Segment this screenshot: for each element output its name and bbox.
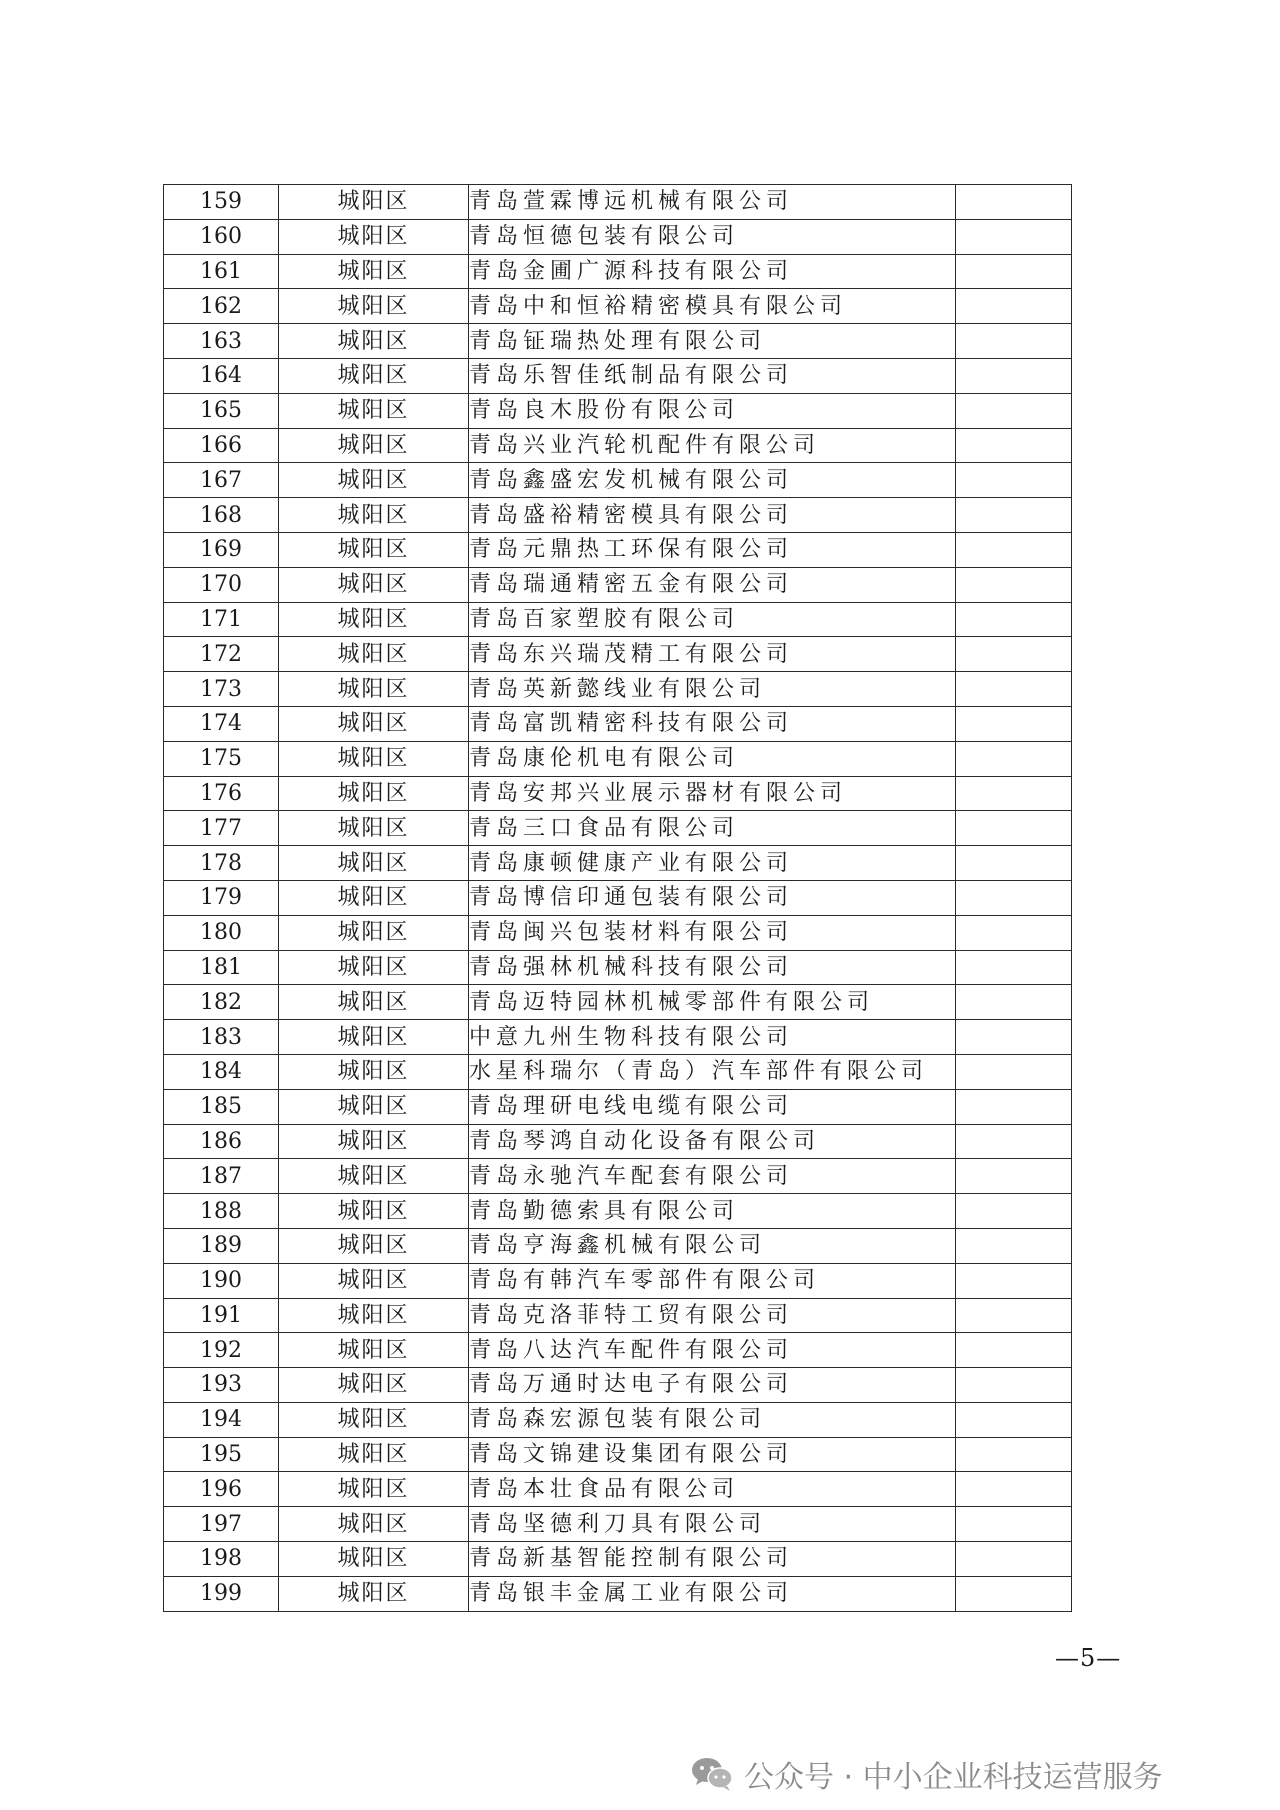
cell-company-name: 青岛银丰金属工业有限公司	[469, 1576, 956, 1611]
cell-number: 168	[164, 498, 279, 533]
cell-note	[956, 1333, 1072, 1368]
table-row	[164, 1159, 1072, 1194]
table-row	[164, 1507, 1072, 1542]
table-row	[164, 950, 1072, 985]
cell-number: 176	[164, 776, 279, 811]
cell-note	[956, 1472, 1072, 1507]
cell-note	[956, 1542, 1072, 1577]
table-row	[164, 1368, 1072, 1403]
cell-company-name: 青岛有韩汽车零部件有限公司	[469, 1263, 956, 1298]
table-row	[164, 880, 1072, 915]
table-row	[164, 776, 1072, 811]
cell-note	[956, 637, 1072, 672]
cell-company-name: 青岛勤德索具有限公司	[469, 1194, 956, 1229]
cell-district: 城阳区	[279, 1020, 469, 1055]
cell-district: 城阳区	[279, 1298, 469, 1333]
cell-note	[956, 1576, 1072, 1611]
table-row	[164, 532, 1072, 567]
table-row	[164, 637, 1072, 672]
table-row	[164, 358, 1072, 393]
cell-company-name: 青岛博信印通包装有限公司	[469, 880, 956, 915]
cell-company-name: 青岛理研电线电缆有限公司	[469, 1089, 956, 1124]
cell-number: 175	[164, 741, 279, 776]
cell-note	[956, 1159, 1072, 1194]
cell-company-name: 青岛坚德利刀具有限公司	[469, 1507, 956, 1542]
cell-district: 城阳区	[279, 1368, 469, 1403]
cell-note	[956, 254, 1072, 289]
cell-number: 198	[164, 1542, 279, 1577]
table-row	[164, 1333, 1072, 1368]
cell-note	[956, 602, 1072, 637]
table-row	[164, 846, 1072, 881]
cell-company-name: 青岛迈特园林机械零部件有限公司	[469, 985, 956, 1020]
page-number: —5—	[1055, 1644, 1122, 1672]
cell-district: 城阳区	[279, 393, 469, 428]
cell-number: 177	[164, 811, 279, 846]
cell-number: 184	[164, 1054, 279, 1089]
cell-number: 193	[164, 1368, 279, 1403]
cell-note	[956, 428, 1072, 463]
cell-note	[956, 880, 1072, 915]
table-row	[164, 498, 1072, 533]
cell-district: 城阳区	[279, 1333, 469, 1368]
cell-company-name: 青岛盛裕精密模具有限公司	[469, 498, 956, 533]
cell-district: 城阳区	[279, 950, 469, 985]
cell-number: 182	[164, 985, 279, 1020]
cell-note	[956, 1298, 1072, 1333]
cell-number: 187	[164, 1159, 279, 1194]
cell-company-name: 青岛八达汽车配件有限公司	[469, 1333, 956, 1368]
cell-note	[956, 358, 1072, 393]
table-row	[164, 1228, 1072, 1263]
cell-note	[956, 741, 1072, 776]
cell-company-name: 青岛永驰汽车配套有限公司	[469, 1159, 956, 1194]
cell-note	[956, 776, 1072, 811]
cell-company-name: 青岛强林机械科技有限公司	[469, 950, 956, 985]
cell-number: 190	[164, 1263, 279, 1298]
cell-number: 164	[164, 358, 279, 393]
table-row	[164, 1437, 1072, 1472]
cell-company-name: 青岛三口食品有限公司	[469, 811, 956, 846]
cell-company-name: 青岛英新懿线业有限公司	[469, 672, 956, 707]
company-list-table	[163, 184, 1072, 1612]
cell-number: 171	[164, 602, 279, 637]
cell-number: 165	[164, 393, 279, 428]
cell-company-name: 青岛康顿健康产业有限公司	[469, 846, 956, 881]
cell-note	[956, 185, 1072, 220]
table-row	[164, 463, 1072, 498]
cell-company-name: 青岛萱霖博远机械有限公司	[469, 185, 956, 220]
cell-note	[956, 985, 1072, 1020]
table-row	[164, 706, 1072, 741]
cell-note	[956, 1437, 1072, 1472]
cell-note	[956, 1368, 1072, 1403]
cell-note	[956, 1020, 1072, 1055]
cell-company-name: 青岛中和恒裕精密模具有限公司	[469, 289, 956, 324]
cell-district: 城阳区	[279, 880, 469, 915]
cell-company-name: 青岛新基智能控制有限公司	[469, 1542, 956, 1577]
cell-note	[956, 950, 1072, 985]
cell-company-name: 青岛良木股份有限公司	[469, 393, 956, 428]
cell-company-name: 青岛琴鸿自动化设备有限公司	[469, 1124, 956, 1159]
table-row	[164, 254, 1072, 289]
cell-company-name: 青岛康伦机电有限公司	[469, 741, 956, 776]
cell-district: 城阳区	[279, 1472, 469, 1507]
cell-district: 城阳区	[279, 498, 469, 533]
cell-note	[956, 706, 1072, 741]
cell-district: 城阳区	[279, 1507, 469, 1542]
cell-company-name: 青岛森宏源包装有限公司	[469, 1402, 956, 1437]
cell-number: 167	[164, 463, 279, 498]
cell-note	[956, 219, 1072, 254]
table-row	[164, 1298, 1072, 1333]
cell-company-name: 青岛兴业汽轮机配件有限公司	[469, 428, 956, 463]
cell-note	[956, 1263, 1072, 1298]
cell-number: 188	[164, 1194, 279, 1229]
cell-note	[956, 463, 1072, 498]
cell-company-name: 青岛乐智佳纸制品有限公司	[469, 358, 956, 393]
cell-district: 城阳区	[279, 1263, 469, 1298]
cell-company-name: 青岛克洛菲特工贸有限公司	[469, 1298, 956, 1333]
cell-note	[956, 393, 1072, 428]
cell-district: 城阳区	[279, 985, 469, 1020]
cell-company-name: 青岛东兴瑞茂精工有限公司	[469, 637, 956, 672]
cell-number: 181	[164, 950, 279, 985]
cell-number: 174	[164, 706, 279, 741]
table-row	[164, 915, 1072, 950]
cell-company-name: 青岛亨海鑫机械有限公司	[469, 1228, 956, 1263]
cell-district: 城阳区	[279, 428, 469, 463]
cell-company-name: 青岛富凯精密科技有限公司	[469, 706, 956, 741]
cell-district: 城阳区	[279, 741, 469, 776]
cell-number: 170	[164, 567, 279, 602]
cell-district: 城阳区	[279, 1054, 469, 1089]
cell-number: 159	[164, 185, 279, 220]
cell-number: 180	[164, 915, 279, 950]
cell-number: 195	[164, 1437, 279, 1472]
cell-note	[956, 672, 1072, 707]
cell-company-name: 水星科瑞尔（青岛）汽车部件有限公司	[469, 1054, 956, 1089]
cell-district: 城阳区	[279, 602, 469, 637]
cell-district: 城阳区	[279, 1228, 469, 1263]
cell-number: 189	[164, 1228, 279, 1263]
cell-district: 城阳区	[279, 324, 469, 359]
cell-number: 173	[164, 672, 279, 707]
table-row	[164, 219, 1072, 254]
cell-district: 城阳区	[279, 1194, 469, 1229]
table-row	[164, 393, 1072, 428]
cell-note	[956, 1124, 1072, 1159]
cell-number: 185	[164, 1089, 279, 1124]
cell-district: 城阳区	[279, 915, 469, 950]
table-row	[164, 289, 1072, 324]
cell-district: 城阳区	[279, 672, 469, 707]
table-row	[164, 1576, 1072, 1611]
cell-note	[956, 1228, 1072, 1263]
cell-number: 178	[164, 846, 279, 881]
cell-number: 169	[164, 532, 279, 567]
table-row	[164, 1472, 1072, 1507]
table-body	[164, 185, 1072, 1612]
cell-number: 179	[164, 880, 279, 915]
cell-note	[956, 1054, 1072, 1089]
cell-number: 196	[164, 1472, 279, 1507]
cell-district: 城阳区	[279, 776, 469, 811]
cell-note	[956, 289, 1072, 324]
cell-company-name: 青岛瑞通精密五金有限公司	[469, 567, 956, 602]
cell-number: 197	[164, 1507, 279, 1542]
cell-number: 199	[164, 1576, 279, 1611]
watermark-text: 公众号 · 中小企业科技运营服务	[744, 1760, 1163, 1795]
cell-company-name: 青岛百家塑胶有限公司	[469, 602, 956, 637]
cell-note	[956, 1089, 1072, 1124]
table-row	[164, 1124, 1072, 1159]
cell-district: 城阳区	[279, 463, 469, 498]
cell-district: 城阳区	[279, 532, 469, 567]
cell-note	[956, 532, 1072, 567]
cell-company-name: 青岛元鼎热工环保有限公司	[469, 532, 956, 567]
cell-number: 191	[164, 1298, 279, 1333]
cell-district: 城阳区	[279, 1159, 469, 1194]
cell-number: 194	[164, 1402, 279, 1437]
cell-number: 172	[164, 637, 279, 672]
table-row	[164, 985, 1072, 1020]
cell-district: 城阳区	[279, 1542, 469, 1577]
cell-district: 城阳区	[279, 637, 469, 672]
table-row	[164, 811, 1072, 846]
table-row	[164, 602, 1072, 637]
table-row	[164, 672, 1072, 707]
cell-company-name: 青岛文锦建设集团有限公司	[469, 1437, 956, 1472]
cell-company-name: 中意九州生物科技有限公司	[469, 1020, 956, 1055]
cell-district: 城阳区	[279, 1437, 469, 1472]
cell-district: 城阳区	[279, 254, 469, 289]
cell-number: 162	[164, 289, 279, 324]
table-row	[164, 1089, 1072, 1124]
cell-note	[956, 811, 1072, 846]
table-row	[164, 1020, 1072, 1055]
cell-district: 城阳区	[279, 846, 469, 881]
table-row	[164, 428, 1072, 463]
cell-number: 192	[164, 1333, 279, 1368]
cell-company-name: 青岛钲瑞热处理有限公司	[469, 324, 956, 359]
cell-district: 城阳区	[279, 1124, 469, 1159]
cell-company-name: 青岛恒德包装有限公司	[469, 219, 956, 254]
cell-district: 城阳区	[279, 185, 469, 220]
cell-number: 161	[164, 254, 279, 289]
cell-number: 166	[164, 428, 279, 463]
wechat-icon	[690, 1755, 734, 1793]
table-row	[164, 1054, 1072, 1089]
cell-note	[956, 567, 1072, 602]
cell-company-name: 青岛闽兴包装材料有限公司	[469, 915, 956, 950]
table-row	[164, 567, 1072, 602]
cell-number: 160	[164, 219, 279, 254]
table-row	[164, 324, 1072, 359]
cell-number: 183	[164, 1020, 279, 1055]
cell-note	[956, 1402, 1072, 1437]
cell-note	[956, 324, 1072, 359]
cell-district: 城阳区	[279, 706, 469, 741]
cell-district: 城阳区	[279, 1576, 469, 1611]
cell-district: 城阳区	[279, 811, 469, 846]
cell-district: 城阳区	[279, 1089, 469, 1124]
cell-note	[956, 498, 1072, 533]
cell-company-name: 青岛本壮食品有限公司	[469, 1472, 956, 1507]
cell-company-name: 青岛安邦兴业展示器材有限公司	[469, 776, 956, 811]
cell-note	[956, 915, 1072, 950]
table-row	[164, 1263, 1072, 1298]
table-row	[164, 1542, 1072, 1577]
cell-number: 186	[164, 1124, 279, 1159]
cell-note	[956, 1507, 1072, 1542]
cell-company-name: 青岛鑫盛宏发机械有限公司	[469, 463, 956, 498]
cell-number: 163	[164, 324, 279, 359]
cell-company-name: 青岛金圃广源科技有限公司	[469, 254, 956, 289]
cell-district: 城阳区	[279, 358, 469, 393]
cell-district: 城阳区	[279, 567, 469, 602]
cell-note	[956, 1194, 1072, 1229]
watermark	[690, 1752, 1163, 1796]
table-row	[164, 741, 1072, 776]
cell-district: 城阳区	[279, 1402, 469, 1437]
table-row	[164, 185, 1072, 220]
cell-district: 城阳区	[279, 219, 469, 254]
cell-district: 城阳区	[279, 289, 469, 324]
table-row	[164, 1194, 1072, 1229]
cell-company-name: 青岛万通时达电子有限公司	[469, 1368, 956, 1403]
cell-note	[956, 846, 1072, 881]
table-row	[164, 1402, 1072, 1437]
